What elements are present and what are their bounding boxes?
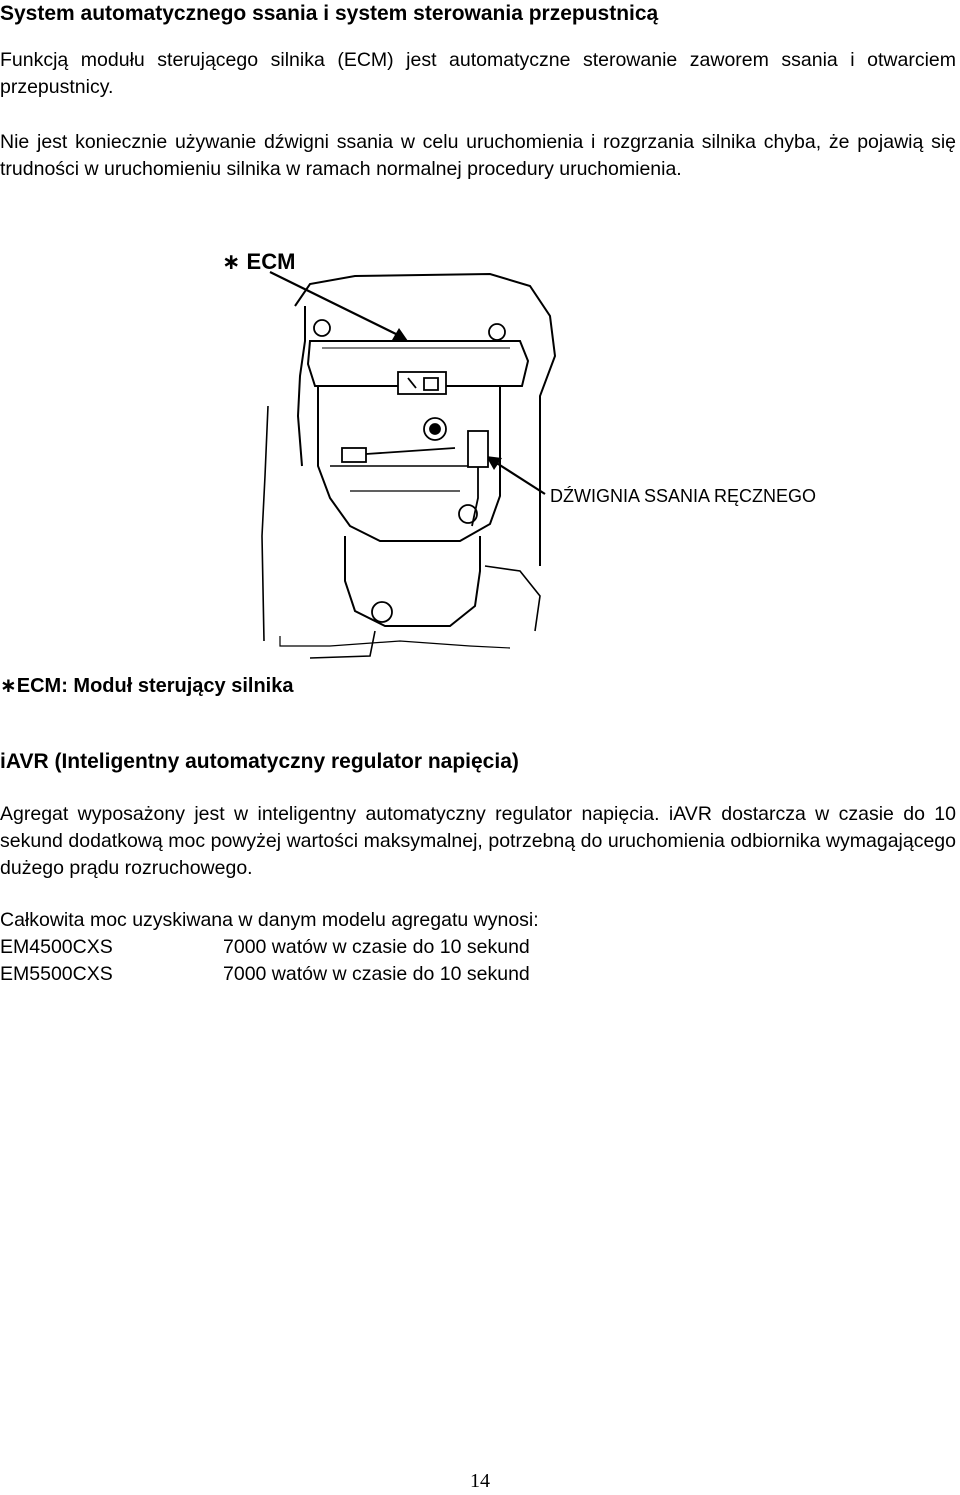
carburetor-drawing xyxy=(210,236,910,666)
power-intro-paragraph: Całkowita moc uzyskiwana w danym modelu agregatu wynosi: xyxy=(0,909,539,931)
bolt-icon xyxy=(372,602,392,622)
intro-paragraph: Funkcją modułu sterującego silnika (ECM) jest automatyczne sterowanie zaworem ssania i otwarciem przepustnicy. xyxy=(0,49,956,98)
model-name: EM5500CXS xyxy=(0,963,113,985)
engine-outline xyxy=(262,274,555,658)
choke-lever-label: DŹWIGNIA SSANIA RĘCZNEGO xyxy=(550,486,817,506)
bolt-icon xyxy=(489,324,505,340)
bolt-icon xyxy=(430,424,440,434)
iavr-heading: iAVR (Inteligentny automatyczny regulator napięcia) xyxy=(0,750,519,773)
ecm-leader-line xyxy=(270,272,400,336)
choke-lever xyxy=(468,431,488,467)
ecm-label: ∗ ECM xyxy=(222,249,296,274)
model-row xyxy=(0,934,700,961)
model-power: 7000 watów w czasie do 10 sekund xyxy=(223,936,530,958)
ecm-caption: ∗ECM: Moduł sterujący silnika xyxy=(0,675,294,697)
choke-note-paragraph: Nie jest koniecznie używanie dźwigni ssania w celu uruchomienia i rozgrzania silnika chyba, że pojawią się trudności w uruchomieniu silnika w ramach normalnej procedury uruchomienia. xyxy=(0,131,956,180)
iavr-paragraph: Agregat wyposażony jest w inteligentny automatyczny regulator napięcia. iAVR dostarcza w czasie do 10 sekund dodatkową moc powyżej wartości maksymalnej, potrzebną do uruchomienia odbiornika wymagającego dużego prądu rozruchowego. xyxy=(0,803,956,879)
engine-details xyxy=(314,320,505,622)
model-power: 7000 watów w czasie do 10 sekund xyxy=(223,963,530,985)
ecm-arrowhead xyxy=(392,328,408,341)
model-name: EM4500CXS xyxy=(0,936,113,958)
bolt-icon xyxy=(314,320,330,336)
page-title: System automatycznego ssania i system sterowania przepustnicą xyxy=(0,2,659,25)
choke-linkage xyxy=(342,448,366,462)
model-row xyxy=(0,961,700,988)
choke-rod xyxy=(366,448,455,454)
carburetor-illustration xyxy=(210,236,910,666)
page-number: 14 xyxy=(470,1470,490,1492)
lever-leader-line xyxy=(495,462,545,494)
